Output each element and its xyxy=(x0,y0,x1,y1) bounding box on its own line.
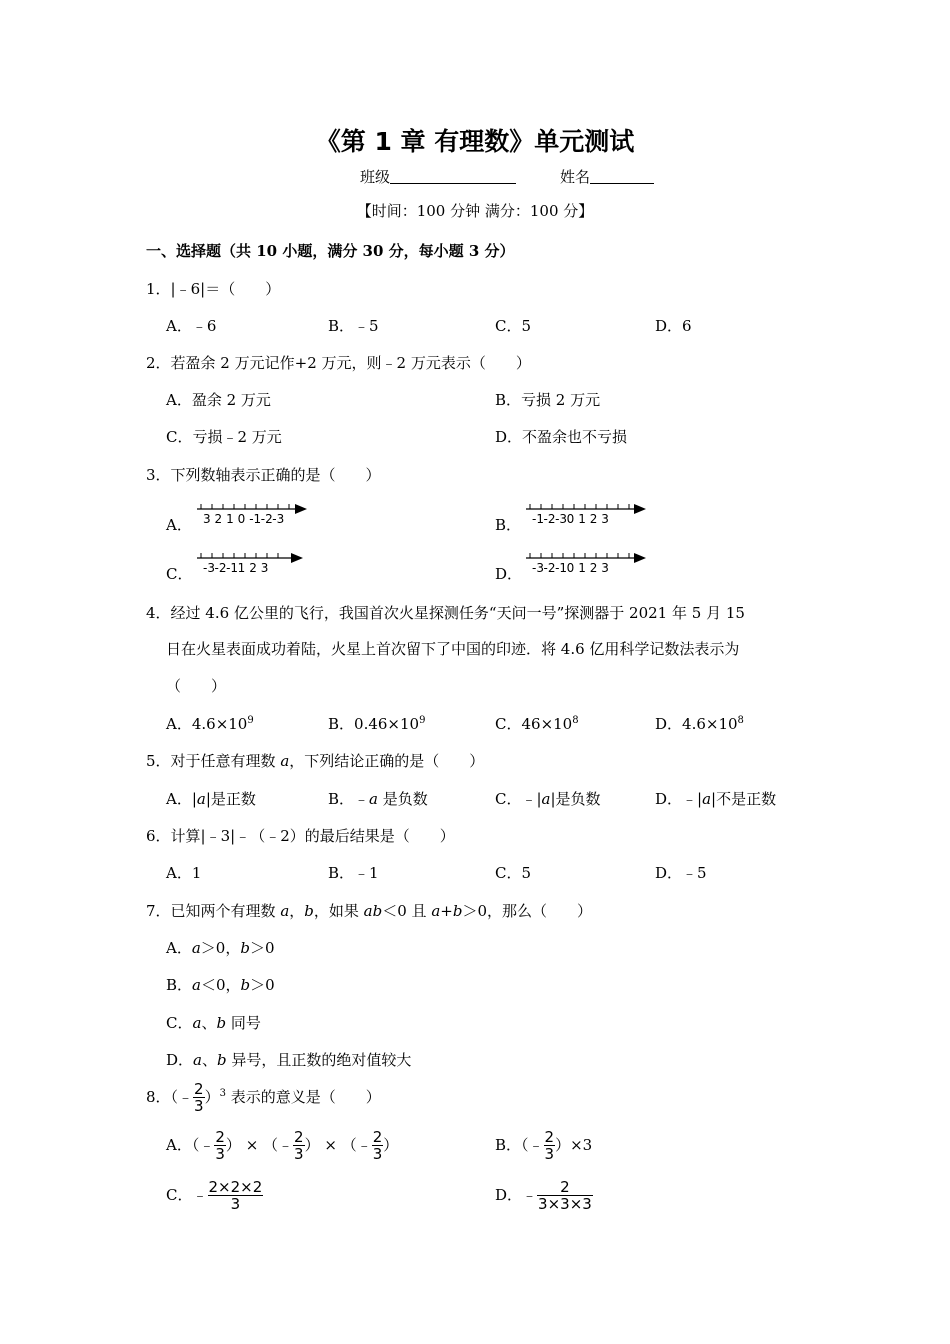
class-label: 班级 xyxy=(360,168,391,186)
q1-option-c: C．5 xyxy=(495,317,532,335)
q3-option-b: B． xyxy=(495,516,522,534)
var: b xyxy=(240,976,251,994)
text: （﹣ xyxy=(341,1136,372,1154)
axis-label: -1 xyxy=(555,561,568,575)
axis-label: 3 xyxy=(203,512,211,526)
text: |不是正数 xyxy=(711,790,777,808)
name-label: 姓名 xyxy=(560,168,591,186)
axis-label: -2 xyxy=(260,512,273,526)
q3-number-line-d xyxy=(525,549,647,577)
axis-label: -3 xyxy=(203,561,215,575)
fraction xyxy=(208,1180,264,1212)
var: a xyxy=(431,902,441,920)
fraction xyxy=(293,1130,305,1162)
axis-label: -3 xyxy=(555,512,568,526)
text: 、 xyxy=(201,1014,217,1032)
text: B． xyxy=(495,1136,522,1154)
numerator: 2 xyxy=(215,1128,225,1146)
axis-label: -3 xyxy=(272,512,285,526)
q7-option-d xyxy=(166,1049,411,1070)
axis-label: -2 xyxy=(543,512,556,526)
q5-option-a xyxy=(166,788,256,809)
fraction xyxy=(193,1082,205,1114)
name-field xyxy=(560,166,654,187)
name-blank xyxy=(590,167,654,184)
class-field xyxy=(360,166,516,187)
q4-b-base: B．0.46×10 xyxy=(328,715,420,733)
q3-number-line-b xyxy=(525,500,647,528)
numerator: 2 xyxy=(372,1128,383,1146)
text: C． xyxy=(166,1186,193,1204)
q1-option-b: B．﹣5 xyxy=(328,317,379,335)
q6-option-d: D．﹣5 xyxy=(655,864,707,882)
text: 、 xyxy=(201,1051,217,1069)
text: （﹣ xyxy=(263,1136,294,1154)
q8-option-b xyxy=(495,1130,592,1162)
text: ＞0 xyxy=(250,976,275,994)
text: C． xyxy=(166,1014,193,1032)
question-4-line-3: （ ） xyxy=(166,677,227,695)
text: D．﹣| xyxy=(655,790,703,808)
q3-option-d: D． xyxy=(495,565,523,583)
axis-label: 0 xyxy=(566,512,575,526)
axis-label: 1 xyxy=(578,561,586,575)
axis-arrow xyxy=(634,553,646,563)
var: a xyxy=(196,790,206,808)
text: ＞0 xyxy=(249,939,275,957)
var: b xyxy=(452,902,463,920)
axis-label: 0 xyxy=(237,512,246,526)
numerator: 2 xyxy=(194,1080,204,1098)
axis-label: 3 xyxy=(260,561,269,575)
var: a xyxy=(369,790,378,808)
q8-option-c xyxy=(166,1180,263,1212)
text: |是正数 xyxy=(205,790,256,808)
q5-var: a xyxy=(280,752,290,770)
numerator: 2 xyxy=(560,1178,570,1196)
q8-option-d xyxy=(495,1180,593,1212)
text: C．﹣| xyxy=(495,790,542,808)
text: 7．已知两个有理数 xyxy=(146,902,281,920)
question-7-stem xyxy=(146,900,592,921)
text: （﹣ xyxy=(191,1136,215,1154)
q7-option-b xyxy=(166,974,275,995)
q3-option-c: C． xyxy=(166,565,193,583)
question-4-line-2: 日在火星表面成功着陆，火星上首次留下了中国的印迹．将 4.6 亿用科学记数法表示为 xyxy=(166,640,740,658)
axis-label: 2 xyxy=(249,561,257,575)
denominator: 3 xyxy=(194,1097,204,1115)
var: a xyxy=(541,790,551,808)
text: |是负数 xyxy=(550,790,601,808)
axis-arrow xyxy=(291,553,303,563)
q1-option-a: A．﹣6 xyxy=(166,317,217,335)
text: B． xyxy=(166,976,193,994)
q4-d-exponent: 8 xyxy=(737,715,744,726)
text: ， xyxy=(289,902,305,920)
q4-option-b xyxy=(328,713,425,734)
question-1-stem: 1．|﹣6|＝（ ） xyxy=(146,280,281,298)
text: B．﹣ xyxy=(328,790,370,808)
q7-option-a xyxy=(166,937,275,958)
q6-option-c: C．5 xyxy=(495,864,532,882)
axis-label: -2 xyxy=(543,561,556,575)
q8-option-a xyxy=(166,1130,398,1162)
q4-option-c xyxy=(495,713,579,734)
q6-option-a: A．1 xyxy=(166,864,202,882)
numerator: 2 xyxy=(544,1128,555,1146)
q7-option-c xyxy=(166,1012,261,1033)
var: b xyxy=(240,939,250,957)
q3-option-a: A． xyxy=(166,516,192,534)
axis-label: 3 xyxy=(601,561,609,575)
var: b xyxy=(304,902,314,920)
q3-number-line-a xyxy=(196,500,308,528)
q2-option-d: D．不盈余也不亏损 xyxy=(495,428,628,446)
text: + xyxy=(440,902,453,920)
q2-option-a: A．盈余 2 万元 xyxy=(166,391,271,409)
q4-a-base: A．4.6×10 xyxy=(166,715,248,733)
q5-stem-part: ，下列结论正确的是（ ） xyxy=(289,752,485,770)
text: 表示的意义是（ ） xyxy=(225,1088,381,1106)
question-5-stem xyxy=(146,750,484,771)
q5-option-d xyxy=(655,788,776,809)
q5-option-c xyxy=(495,788,601,809)
axis-label: -1 xyxy=(249,512,262,526)
var: a xyxy=(191,939,201,957)
axis-label: 0 xyxy=(566,561,575,575)
denominator: 3 xyxy=(215,1145,225,1163)
text: （﹣ xyxy=(521,1136,544,1154)
denominator: 3 xyxy=(294,1145,304,1163)
text: D． xyxy=(495,1186,523,1204)
text: ﹣ xyxy=(192,1186,208,1204)
class-blank xyxy=(390,167,516,184)
axis-label: -3 xyxy=(532,561,544,575)
text: ×3 xyxy=(570,1136,593,1154)
denominator: 3 xyxy=(208,1195,264,1212)
text: ＞0， xyxy=(200,939,241,957)
time-score-info: 【时间：100 分钟 满分：100 分】 xyxy=(356,202,594,220)
q5-stem-part: 5．对于任意有理数 xyxy=(146,752,281,770)
section-heading: 一、选择题（共 10 小题，满分 30 分，每小题 3 分） xyxy=(146,242,515,260)
axis-label: 1 xyxy=(226,512,234,526)
q3-number-line-c xyxy=(196,549,304,577)
axis-label: -1 xyxy=(226,561,239,575)
fraction xyxy=(544,1130,556,1162)
q1-option-d: D．6 xyxy=(655,317,692,335)
text: A． xyxy=(166,1136,192,1154)
text: ） xyxy=(204,1088,220,1106)
axis-label: -1 xyxy=(532,512,544,526)
text: ，如果 xyxy=(313,902,364,920)
q4-d-base: D．4.6×10 xyxy=(655,715,738,733)
fraction xyxy=(537,1180,593,1212)
numerator: 2×2×2 xyxy=(208,1178,263,1196)
q2-option-b: B．亏损 2 万元 xyxy=(495,391,601,409)
fraction xyxy=(214,1130,226,1162)
var: a xyxy=(193,1051,202,1069)
axis-label: 2 xyxy=(589,512,598,526)
numerator: 2 xyxy=(294,1128,304,1146)
fraction xyxy=(372,1130,384,1162)
var: b xyxy=(217,1051,227,1069)
text: ＜0， xyxy=(200,976,241,994)
question-2-stem: 2．若盈余 2 万元记作+2 万元，则﹣2 万元表示（ ） xyxy=(146,354,531,372)
text: 8．（﹣ xyxy=(146,1088,194,1106)
denominator: 3 xyxy=(372,1145,383,1163)
var: b xyxy=(216,1014,227,1032)
q4-a-exponent: 9 xyxy=(247,715,254,726)
text: A． xyxy=(166,939,192,957)
axis-label: 2 xyxy=(214,512,223,526)
q4-b-exponent: 9 xyxy=(419,715,426,726)
axis-label: 3 xyxy=(601,512,609,526)
q4-option-a xyxy=(166,713,254,734)
text: ＞0，那么（ ） xyxy=(462,902,592,920)
denominator: 3×3×3 xyxy=(538,1195,592,1213)
var: ab xyxy=(363,902,383,920)
question-4-line-1: 4．经过 4.6 亿公里的飞行，我国首次火星探测任务“天问一号”探测器于 2021 年 5 月 15 xyxy=(146,604,745,622)
text: × xyxy=(240,1136,264,1154)
text: D． xyxy=(166,1051,194,1069)
var: a xyxy=(192,976,201,994)
axis-label: -2 xyxy=(214,561,227,575)
question-3-stem: 3．下列数轴表示正确的是（ ） xyxy=(146,466,381,484)
text: 异号，且正数的绝对值较大 xyxy=(226,1051,412,1069)
axis-arrow xyxy=(634,504,646,514)
text: 是负数 xyxy=(377,790,428,808)
q4-option-d xyxy=(655,713,744,734)
text: ＜0 且 xyxy=(382,902,432,920)
var: a xyxy=(702,790,712,808)
text: A．| xyxy=(166,790,197,808)
text: ﹣ xyxy=(522,1186,538,1204)
var: a xyxy=(192,1014,202,1032)
axis-label: 1 xyxy=(578,512,586,526)
q4-c-exponent: 8 xyxy=(572,715,579,726)
text: ） xyxy=(225,1136,241,1154)
var: a xyxy=(280,902,290,920)
question-8-stem xyxy=(146,1082,381,1114)
text: ） xyxy=(555,1136,571,1154)
axis-label: 1 xyxy=(237,561,246,575)
q5-option-b xyxy=(328,788,428,809)
q6-option-b: B．﹣1 xyxy=(328,864,379,882)
text: ） xyxy=(304,1136,320,1154)
axis-label: 2 xyxy=(589,561,598,575)
denominator: 3 xyxy=(544,1145,555,1163)
q4-c-base: C．46×10 xyxy=(495,715,573,733)
axis-arrow xyxy=(295,504,307,514)
page-title: 《第 1 章 有理数》单元测试 xyxy=(315,127,635,156)
text: × xyxy=(319,1136,342,1154)
text: 同号 xyxy=(226,1014,261,1032)
exponent: 3 xyxy=(219,1088,226,1099)
q2-option-c: C．亏损﹣2 万元 xyxy=(166,428,282,446)
text: ） xyxy=(383,1136,399,1154)
question-6-stem: 6．计算|﹣3|﹣（﹣2）的最后结果是（ ） xyxy=(146,827,455,845)
